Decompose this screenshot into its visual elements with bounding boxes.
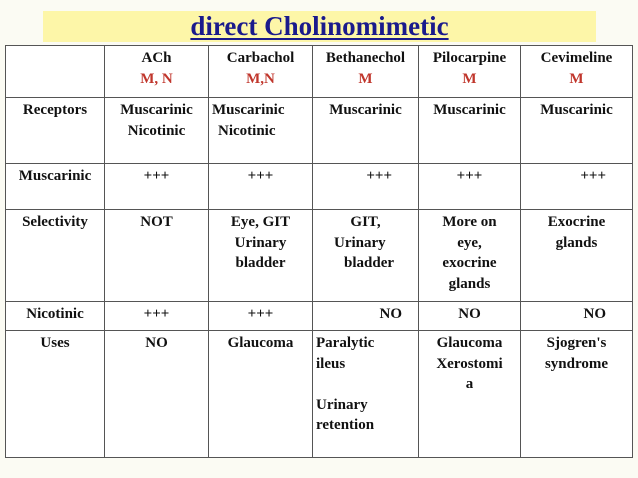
cell-line: Muscarinic	[120, 102, 193, 118]
uses-row	[6, 331, 633, 458]
selectivity-cell	[105, 210, 209, 302]
drug-name: Bethanechol	[325, 50, 406, 66]
cell-line: a	[465, 376, 474, 392]
muscarinic-cell: +++	[521, 164, 633, 210]
cell-line: Muscarinic	[212, 102, 285, 118]
receptors-cell	[105, 98, 209, 164]
uses-cell	[521, 331, 633, 458]
receptors-cell	[419, 98, 521, 164]
cell-line: Sjogren's	[546, 335, 607, 351]
receptors-row	[6, 98, 633, 164]
cell-line: Glaucoma	[436, 335, 503, 351]
cell-line: Urinary	[316, 396, 368, 413]
cell-line: ileus	[316, 355, 346, 372]
cell-line: GIT,	[350, 214, 381, 230]
cell-spacer	[316, 374, 415, 395]
cholinomimetic-table	[5, 45, 633, 458]
nicotinic-cell: NO	[521, 302, 633, 331]
nicotinic-cell: NO	[313, 302, 419, 331]
cell-line: Muscarinic	[540, 102, 613, 118]
drug-header-cevimeline	[521, 46, 633, 98]
selectivity-row	[6, 210, 633, 302]
drug-receptor-type: M	[358, 70, 373, 87]
selectivity-cell	[521, 210, 633, 302]
cell-line: Glaucoma	[227, 335, 294, 351]
drug-name: ACh	[141, 50, 172, 66]
drug-header-bethanechol	[313, 46, 419, 98]
nicotinic-cell: +++	[105, 302, 209, 331]
drug-name: Carbachol	[226, 50, 295, 66]
receptors-cell	[209, 98, 313, 164]
drug-name: Pilocarpine	[432, 50, 507, 66]
receptors-cell	[521, 98, 633, 164]
receptors-cell	[313, 98, 419, 164]
cell-line: Paralytic	[316, 335, 375, 351]
row-label-muscarinic: Muscarinic	[6, 164, 105, 210]
cell-line: Urinary	[334, 234, 386, 251]
cell-line: Urinary	[234, 234, 287, 251]
muscarinic-row	[6, 164, 633, 210]
cell-line: Muscarinic	[433, 102, 506, 118]
cell-line: NOT	[140, 214, 173, 230]
cell-line: glands	[555, 234, 598, 251]
drug-receptor-type: M, N	[140, 70, 173, 87]
drug-receptor-type: M,N	[246, 70, 275, 87]
cell-line: Eye, GIT	[230, 214, 291, 230]
slide-title: direct Cholinomimetic	[190, 11, 449, 41]
cell-line: Xerostomi	[436, 355, 503, 372]
cell-line: glands	[448, 275, 491, 292]
cell-line: NO	[145, 335, 168, 351]
muscarinic-cell: +++	[105, 164, 209, 210]
cell-line: exocrine	[442, 255, 497, 271]
muscarinic-cell: +++	[419, 164, 521, 210]
row-label-selectivity: Selectivity	[6, 210, 105, 302]
drug-receptor-type: M	[462, 70, 477, 87]
muscarinic-cell: +++	[313, 164, 419, 210]
selectivity-cell	[313, 210, 419, 302]
drug-receptor-type: M	[569, 70, 584, 87]
cell-line: bladder	[235, 255, 286, 271]
nicotinic-row	[6, 302, 633, 331]
cell-line: Muscarinic	[329, 102, 402, 118]
cell-line: bladder	[344, 255, 395, 271]
drug-name: Cevimeline	[540, 50, 613, 66]
selectivity-cell	[209, 210, 313, 302]
row-label-uses: Uses	[6, 331, 105, 458]
row-label-nicotinic: Nicotinic	[6, 302, 105, 331]
uses-cell	[209, 331, 313, 458]
drug-header-carbachol	[209, 46, 313, 98]
uses-cell	[313, 331, 419, 458]
cell-line: More on	[442, 214, 497, 230]
cell-line: retention	[316, 417, 375, 433]
muscarinic-cell: +++	[209, 164, 313, 210]
drug-header-ach	[105, 46, 209, 98]
cell-line: Nicotinic	[127, 122, 186, 139]
uses-cell	[105, 331, 209, 458]
drug-header-row	[6, 46, 633, 98]
corner-cell	[6, 46, 105, 98]
nicotinic-cell: +++	[209, 302, 313, 331]
cell-line: Exocrine	[547, 214, 606, 230]
nicotinic-cell: NO	[419, 302, 521, 331]
uses-cell	[419, 331, 521, 458]
row-label-receptors: Receptors	[6, 98, 105, 164]
cell-line: Nicotinic	[218, 122, 276, 139]
cell-line: syndrome	[544, 355, 609, 372]
drug-header-pilocarpine	[419, 46, 521, 98]
selectivity-cell	[419, 210, 521, 302]
cell-line: eye,	[457, 234, 482, 251]
title-banner	[43, 11, 596, 42]
